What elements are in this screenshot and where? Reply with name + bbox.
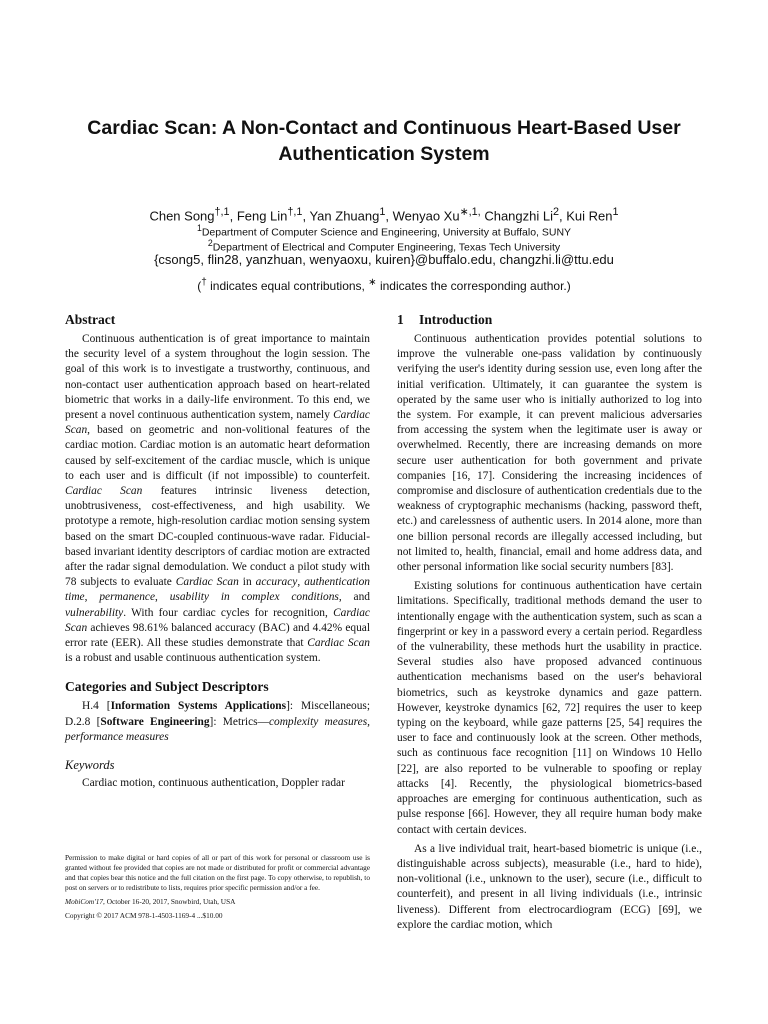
author-superscript: †,1 bbox=[214, 206, 230, 218]
categories-heading: Categories and Subject Descriptors bbox=[65, 679, 269, 695]
left-column bbox=[65, 311, 370, 791]
conference-line: MobiCom'17, October 16-20, 2017, Snowbird, Utah, USA bbox=[65, 897, 236, 906]
author-emails: {csong5, flin28, yanzhuan, wenyaoxu, kuiren}@buffalo.edu, changzhi.li@ttu.edu bbox=[154, 252, 614, 267]
intro-paragraph-2: Existing solutions for continuous authentication have certain limitations. Specifically, traditional methods demand the user to intentionally engage with the authentication system, such as scan a fingerprint or key in a password every a certain period. Regardless of the vulnerability, these methods hurt the usability in practice. Several studies also have proposed advanced continuous authentication mechanisms based on the user's behavioral biometrics, such as keystroke dynamics and gaze pattern. However, keystroke dynamics [62, 72] requires the user to keep typing on the keyboard, while gaze patterns [25, 54] requires the user to face and continuously look at the screen. Other methods, such as continuous face recognition [11] on Windows 10 Hello [22], are also reported to be vulnerable to spoofing or replay attacks [4]. Recently, the physiological biometrics-based approaches are emerging for continuous authentication, such as pulse response [66]. However, they all require human body make contact with certain devices. bbox=[397, 580, 702, 836]
note-text: indicates equal contributions, bbox=[206, 279, 369, 293]
copyright-footnote bbox=[65, 853, 370, 921]
author-superscript: ∗,1, bbox=[459, 206, 481, 218]
author-superscript: 2 bbox=[552, 206, 560, 218]
author-superscript: †,1 bbox=[287, 206, 303, 218]
copyright-line: Copyright © 2017 ACM 978-1-4503-1169-4 ...$10.00 bbox=[65, 911, 223, 920]
section-title: Introduction bbox=[419, 312, 493, 327]
contribution-note bbox=[40, 275, 728, 294]
author-name: Changzhi Li bbox=[484, 208, 553, 224]
note-open: ( bbox=[197, 279, 202, 293]
star-mark: ∗ bbox=[368, 277, 377, 288]
affiliation-marker: 2 bbox=[207, 238, 213, 248]
affiliation-marker: 1 bbox=[196, 223, 202, 233]
permission-notice: Permission to make digital or hard copies of all or part of this work for personal or classroom use is granted without fee provided that copies are not made or distributed for profit or commercial advantage and that copies bear this notice and the full citation on the first page. To copy otherwise, to republish, to post on servers or to redistribute to lists, requires prior specific permission and/or a fee. bbox=[65, 853, 370, 892]
intro-paragraph-3: As a live individual trait, heart-based biometric is unique (i.e., distinguishable across subjects), measurable (i.e., hard to hide), non-volitional (i.e., unknown to the user), secure (i.e., difficult to counterfeit), and present in all living individuals (i.e., intrinsic liveness). Different from electrocardiogram (ECG) [69], we explore the cardiac motion, which bbox=[397, 842, 702, 931]
author-name: Wenyao Xu bbox=[392, 208, 460, 224]
keywords-text: Cardiac motion, continuous authentication, Doppler radar bbox=[82, 777, 345, 790]
right-column bbox=[397, 311, 702, 933]
dagger-mark: † bbox=[201, 277, 207, 288]
categories-text: H.4 [Information Systems Applications]: Miscellaneous; D.2.8 [Software Engineering]: Metrics—complexity measures, performance measures bbox=[65, 700, 370, 743]
author-name: Chen Song bbox=[149, 208, 215, 224]
abstract-text: Continuous authentication is of great importance to maintain the security level of a system throughout the login session. The goal of this work is to investigate a trustworthy, continuous, and non-contact user authentication approach based on heart-related biometric that works in a daily-life environment. To this end, we present a novel continuous authentication system, namely Cardiac Scan, based on geometric and non-volitional features of the cardiac motion. Cardiac motion is an automatic heart deformation caused by self-excitement of the cardiac muscle, which is unique to each user and is difficult (if not impossible) to counterfeit. Cardiac Scan features intrinsic liveness detection, unobtrusiveness, cost-effectiveness, and high usability. We prototype a remote, high-resolution cardiac motion sensing system based on the smart DC-coupled continuous-wave radar. Fiducial-based invariant identity descriptors of cardiac motion are extracted after the radar signal demodulation. We conduct a pilot study with 78 subjects to evaluate Cardiac Scan in accuracy, authentication time, permanence, usability in complex conditions, and vulnerability. With four cardiac cycles for recognition, Cardiac Scan achieves 98.61% balanced accuracy (BAC) and 4.42% equal error rate (EER). All these studies demonstrate that Cardiac Scan is a robust and usable continuous authentication system. bbox=[65, 333, 371, 665]
author-superscript: 1 bbox=[612, 206, 619, 218]
title-line-2: Authentication System bbox=[278, 143, 490, 165]
paper-title bbox=[40, 115, 728, 167]
keywords-heading: Keywords bbox=[65, 758, 115, 773]
abstract-heading: Abstract bbox=[65, 312, 116, 327]
author-name: Kui Ren bbox=[566, 208, 613, 224]
section-number: 1 bbox=[397, 312, 404, 327]
author-superscript: 1 bbox=[379, 206, 386, 218]
affiliation-text: Department of Electrical and Computer Engineering, Texas Tech University bbox=[212, 241, 561, 254]
note-text-end: indicates the corresponding author.) bbox=[376, 279, 571, 293]
affiliation-text: Department of Computer Science and Engineering, University at Buffalo, SUNY bbox=[201, 226, 572, 239]
author-name: Feng Lin bbox=[236, 208, 288, 224]
title-line-1: Cardiac Scan: A Non-Contact and Continuous Heart-Based User bbox=[87, 117, 681, 139]
section-heading-introduction bbox=[397, 311, 702, 328]
intro-paragraph-1: Continuous authentication provides potential solutions to improve the vulnerable one-pass validation by continuously verifying the user's identity during session use, even long after the initial verification. Ultimately, it can guarantee the system is operated by the same user who is initially authorized to log into the system. For example, it can prevent malicious adversaries from accessing the system when the legitimate user is away or overwhelmed. Recently, there are increasing demands on more secure user authentication for both government and private companies [16, 17]. Considering the increasing incidences of compromise and disclosure of authentication credentials due to the weakness of cryptographic mechanisms (hacking, password theft, etc.) and carelessness of authentic users. In 2014 alone, more than one billion personal records are illegally accessed including, but not limited to, health, financial, email and home address data, and other personal information like social security numbers [83]. bbox=[397, 333, 702, 574]
author-name: Yan Zhuang bbox=[309, 208, 380, 224]
author-list: Chen Song$^{\dagger,1}$, Feng Lin$^{\dagger,1}$, Yan Zhuang$^1$, Wenyao $Xu^{∗,1,}$ Changzhi Li$^2$, Kui Ren$^1$ bbox=[149, 206, 619, 224]
